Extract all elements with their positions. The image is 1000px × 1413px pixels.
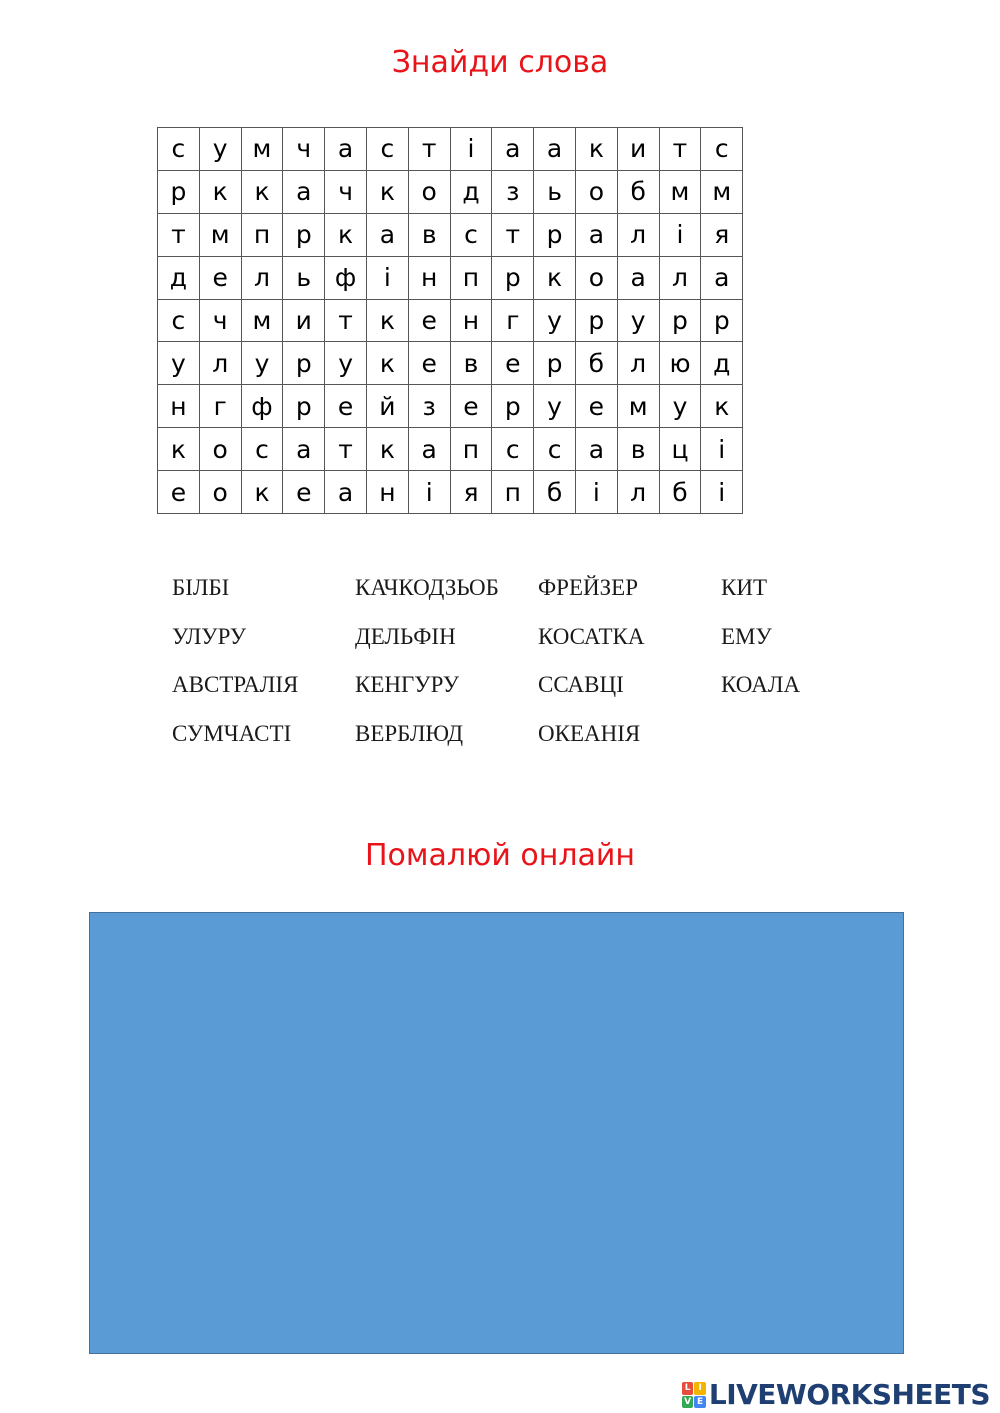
- grid-row: [158, 128, 743, 171]
- grid-row: [158, 299, 743, 342]
- grid-cell[interactable]: а: [366, 213, 408, 256]
- grid-cell[interactable]: і: [701, 428, 743, 471]
- grid-cell[interactable]: і: [450, 128, 492, 171]
- grid-cell[interactable]: р: [283, 213, 325, 256]
- grid-cell[interactable]: б: [617, 170, 659, 213]
- paint-canvas-area[interactable]: [89, 912, 904, 1354]
- grid-cell[interactable]: з: [492, 170, 534, 213]
- word-list-item: ДЕЛЬФІН: [355, 623, 456, 649]
- grid-cell[interactable]: а: [408, 428, 450, 471]
- grid-cell[interactable]: е: [450, 385, 492, 428]
- grid-cell[interactable]: к: [241, 170, 283, 213]
- word-list-item: ССАВЦІ: [538, 672, 624, 697]
- grid-cell[interactable]: й: [366, 385, 408, 428]
- grid-cell[interactable]: к: [366, 299, 408, 342]
- grid-cell[interactable]: т: [158, 213, 200, 256]
- word-list-item: КИТ: [721, 575, 767, 600]
- grid-cell[interactable]: у: [659, 385, 701, 428]
- grid-cell[interactable]: ц: [659, 428, 701, 471]
- grid-cell[interactable]: р: [492, 256, 534, 299]
- grid-cell[interactable]: м: [701, 170, 743, 213]
- grid-cell[interactable]: к: [199, 170, 241, 213]
- grid-cell[interactable]: в: [450, 342, 492, 385]
- grid-cell[interactable]: д: [701, 342, 743, 385]
- grid-cell[interactable]: к: [575, 128, 617, 171]
- grid-cell[interactable]: о: [199, 428, 241, 471]
- grid-cell[interactable]: у: [158, 342, 200, 385]
- grid-cell[interactable]: а: [325, 471, 367, 514]
- grid-cell[interactable]: к: [325, 213, 367, 256]
- grid-cell[interactable]: і: [701, 471, 743, 514]
- grid-cell[interactable]: с: [241, 428, 283, 471]
- grid-row: [158, 428, 743, 471]
- grid-cell[interactable]: р: [283, 385, 325, 428]
- grid-cell[interactable]: д: [450, 170, 492, 213]
- grid-cell[interactable]: і: [659, 213, 701, 256]
- grid-cell[interactable]: л: [199, 342, 241, 385]
- grid-cell[interactable]: р: [701, 299, 743, 342]
- brand-name: LIVEWORKSHEETS: [708, 1378, 990, 1411]
- grid-cell[interactable]: е: [283, 471, 325, 514]
- grid-cell[interactable]: к: [701, 385, 743, 428]
- grid-cell[interactable]: у: [199, 128, 241, 171]
- grid-cell[interactable]: м: [617, 385, 659, 428]
- grid-cell[interactable]: с: [701, 128, 743, 171]
- grid-cell[interactable]: н: [408, 256, 450, 299]
- grid-cell[interactable]: в: [408, 213, 450, 256]
- grid-cell[interactable]: р: [158, 170, 200, 213]
- title-find-words: Знайди слова: [391, 45, 609, 80]
- word-list-item: ЕМУ: [721, 623, 772, 649]
- grid-cell[interactable]: ф: [241, 385, 283, 428]
- grid-cell[interactable]: о: [199, 471, 241, 514]
- grid-cell[interactable]: н: [366, 471, 408, 514]
- grid-row: [158, 170, 743, 213]
- grid-cell[interactable]: б: [575, 342, 617, 385]
- grid-cell[interactable]: у: [617, 299, 659, 342]
- grid-cell[interactable]: т: [408, 128, 450, 171]
- grid-cell[interactable]: к: [534, 256, 576, 299]
- grid-cell[interactable]: а: [283, 428, 325, 471]
- grid-cell[interactable]: к: [366, 170, 408, 213]
- grid-cell[interactable]: с: [366, 128, 408, 171]
- logo-square: V: [682, 1396, 694, 1409]
- grid-cell[interactable]: н: [158, 385, 200, 428]
- grid-cell[interactable]: и: [283, 299, 325, 342]
- grid-row: [158, 213, 743, 256]
- grid-cell[interactable]: ч: [325, 170, 367, 213]
- word-list-item: СУМЧАСТІ: [172, 720, 292, 746]
- grid-cell[interactable]: ь: [283, 256, 325, 299]
- grid-cell[interactable]: к: [366, 428, 408, 471]
- grid-cell[interactable]: о: [575, 256, 617, 299]
- logo-square: I: [694, 1382, 706, 1395]
- grid-cell[interactable]: в: [617, 428, 659, 471]
- grid-cell[interactable]: з: [408, 385, 450, 428]
- grid-cell[interactable]: с: [534, 428, 576, 471]
- grid-cell[interactable]: я: [701, 213, 743, 256]
- grid-cell[interactable]: м: [659, 170, 701, 213]
- grid-cell[interactable]: у: [534, 385, 576, 428]
- liveworksheets-brand[interactable]: [682, 1380, 990, 1410]
- grid-cell[interactable]: а: [575, 428, 617, 471]
- grid-cell[interactable]: е: [158, 471, 200, 514]
- grid-cell[interactable]: м: [241, 299, 283, 342]
- word-search-grid: [157, 127, 743, 514]
- grid-cell[interactable]: к: [366, 342, 408, 385]
- grid-cell[interactable]: п: [450, 256, 492, 299]
- liveworksheets-logo-icon: [682, 1382, 706, 1408]
- word-list: [172, 572, 912, 766]
- grid-cell[interactable]: а: [325, 128, 367, 171]
- grid-cell[interactable]: м: [241, 128, 283, 171]
- grid-cell[interactable]: т: [325, 299, 367, 342]
- grid-cell[interactable]: т: [492, 213, 534, 256]
- grid-cell[interactable]: я: [450, 471, 492, 514]
- grid-cell[interactable]: е: [492, 342, 534, 385]
- grid-cell[interactable]: р: [283, 342, 325, 385]
- grid-cell[interactable]: к: [241, 471, 283, 514]
- grid-cell[interactable]: и: [617, 128, 659, 171]
- grid-cell[interactable]: і: [575, 471, 617, 514]
- grid-cell[interactable]: у: [241, 342, 283, 385]
- grid-cell[interactable]: а: [617, 256, 659, 299]
- grid-row: [158, 471, 743, 514]
- grid-cell[interactable]: с: [450, 213, 492, 256]
- grid-cell[interactable]: с: [158, 299, 200, 342]
- grid-cell[interactable]: у: [325, 342, 367, 385]
- grid-row: [158, 342, 743, 385]
- grid-cell[interactable]: о: [408, 170, 450, 213]
- grid-cell[interactable]: і: [366, 256, 408, 299]
- grid-cell[interactable]: е: [199, 256, 241, 299]
- grid-cell[interactable]: е: [325, 385, 367, 428]
- word-list-item: КЕНГУРУ: [355, 672, 460, 697]
- grid-cell[interactable]: к: [158, 428, 200, 471]
- grid-cell[interactable]: а: [534, 128, 576, 171]
- grid-cell[interactable]: т: [325, 428, 367, 471]
- word-list-item: КОАЛА: [721, 672, 801, 697]
- word-list-item: УЛУРУ: [172, 623, 247, 649]
- grid-cell[interactable]: р: [659, 299, 701, 342]
- grid-cell[interactable]: р: [534, 213, 576, 256]
- grid-cell[interactable]: м: [199, 213, 241, 256]
- word-list-item: КАЧКОДЗЬОБ: [355, 575, 499, 600]
- grid-cell[interactable]: а: [575, 213, 617, 256]
- grid-cell[interactable]: ч: [283, 128, 325, 171]
- grid-cell[interactable]: р: [492, 385, 534, 428]
- grid-row: [158, 256, 743, 299]
- grid-cell[interactable]: у: [534, 299, 576, 342]
- grid-cell[interactable]: б: [534, 471, 576, 514]
- grid-cell[interactable]: л: [617, 342, 659, 385]
- grid-cell[interactable]: л: [241, 256, 283, 299]
- grid-cell[interactable]: п: [450, 428, 492, 471]
- grid-cell[interactable]: і: [408, 471, 450, 514]
- grid-cell[interactable]: а: [701, 256, 743, 299]
- grid-cell[interactable]: ф: [325, 256, 367, 299]
- word-list-item: АВСТРАЛІЯ: [172, 672, 299, 697]
- grid-cell[interactable]: а: [283, 170, 325, 213]
- grid-cell[interactable]: г: [492, 299, 534, 342]
- grid-cell[interactable]: р: [534, 342, 576, 385]
- grid-cell[interactable]: с: [492, 428, 534, 471]
- grid-cell[interactable]: л: [617, 213, 659, 256]
- grid-cell[interactable]: н: [450, 299, 492, 342]
- word-list-item: ФРЕЙЗЕР: [538, 575, 638, 600]
- grid-row: [158, 385, 743, 428]
- grid-cell[interactable]: п: [492, 471, 534, 514]
- logo-square: L: [682, 1382, 694, 1395]
- grid-cell[interactable]: ь: [534, 170, 576, 213]
- word-list-item: ВЕРБЛЮД: [355, 720, 464, 746]
- grid-cell[interactable]: г: [199, 385, 241, 428]
- grid-cell[interactable]: ч: [199, 299, 241, 342]
- grid-cell[interactable]: т: [659, 128, 701, 171]
- word-list-item: КОСАТКА: [538, 623, 645, 649]
- grid-cell[interactable]: е: [575, 385, 617, 428]
- grid-cell[interactable]: д: [158, 256, 200, 299]
- grid-cell[interactable]: р: [575, 299, 617, 342]
- grid-cell[interactable]: б: [659, 471, 701, 514]
- grid-cell[interactable]: о: [575, 170, 617, 213]
- grid-cell[interactable]: а: [492, 128, 534, 171]
- word-list-item: ОКЕАНІЯ: [538, 720, 641, 746]
- word-list-item: БІЛБІ: [172, 575, 230, 600]
- grid-cell[interactable]: л: [659, 256, 701, 299]
- grid-cell[interactable]: е: [408, 299, 450, 342]
- grid-cell[interactable]: п: [241, 213, 283, 256]
- logo-square: E: [694, 1396, 706, 1409]
- grid-cell[interactable]: е: [408, 342, 450, 385]
- grid-cell[interactable]: л: [617, 471, 659, 514]
- title-paint-online: Помалюй онлайн: [364, 838, 636, 873]
- grid-cell[interactable]: с: [158, 128, 200, 171]
- grid-cell[interactable]: ю: [659, 342, 701, 385]
